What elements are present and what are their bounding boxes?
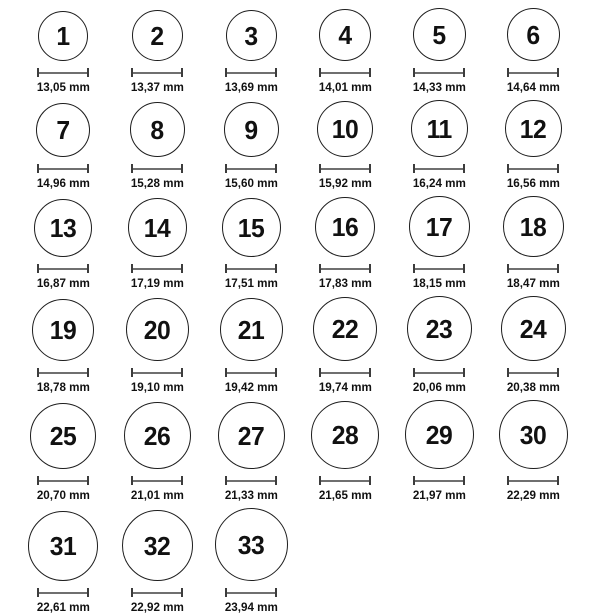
diameter-measure-line: [225, 264, 277, 273]
ring-circle: [224, 102, 279, 157]
ring-circle: [218, 402, 285, 469]
ring-circle: [128, 198, 187, 257]
ring-size-number: 10: [331, 114, 359, 144]
diameter-label: 21,97 mm: [412, 488, 466, 502]
ring-circle: [30, 403, 96, 469]
ring-size-number: 13: [49, 213, 77, 243]
diameter-measure-line: [131, 368, 183, 377]
ring-size-number: 2: [150, 20, 164, 51]
diameter-measure-line: [319, 368, 371, 377]
ring-circle: [32, 299, 94, 361]
diameter-label: 15,92 mm: [318, 176, 372, 190]
ring-circle: [132, 10, 183, 61]
diameter-measure-line: [37, 368, 89, 377]
ring-size-number: 15: [237, 212, 265, 243]
diameter-label: 20,70 mm: [36, 488, 90, 502]
ring-circle: [124, 402, 191, 469]
diameter-measure-line: [37, 164, 89, 173]
ring-size-number: 24: [519, 313, 547, 344]
diameter-label: 18,15 mm: [412, 276, 466, 290]
ring-circle: [122, 510, 193, 581]
ring-size-number: 27: [237, 420, 265, 451]
ring-size-number: 33: [237, 529, 265, 560]
ring-circle: [405, 400, 474, 469]
diameter-label: 19,42 mm: [224, 380, 278, 394]
ring-item: [16, 11, 110, 95]
ring-row: [16, 400, 600, 503]
diameter-label: 21,01 mm: [130, 488, 184, 502]
ring-size-number: 16: [331, 212, 359, 242]
ring-size-number: 25: [49, 421, 77, 451]
ring-circle: [507, 8, 560, 61]
ring-circle: [226, 10, 277, 61]
diameter-measure-line: [507, 68, 559, 77]
ring-circle: [130, 102, 185, 157]
ring-item: [392, 196, 486, 291]
ring-item: [298, 9, 392, 95]
diameter-label: 18,78 mm: [36, 380, 90, 394]
diameter-label: 14,33 mm: [412, 80, 466, 94]
diameter-label: 17,51 mm: [224, 276, 278, 290]
ring-circle: [311, 401, 379, 469]
ring-item: [16, 199, 110, 291]
ring-size-number: 22: [331, 314, 359, 344]
ring-item: [486, 400, 580, 503]
ring-size-number: 6: [526, 19, 540, 50]
diameter-measure-line: [319, 164, 371, 173]
ring-circle: [409, 196, 470, 257]
diameter-measure-line: [319, 68, 371, 77]
diameter-label: 23,94 mm: [224, 600, 278, 614]
ring-item: [16, 299, 110, 395]
diameter-measure-line: [413, 368, 465, 377]
diameter-measure-line: [507, 476, 559, 485]
ring-item: [392, 400, 486, 503]
diameter-label: 16,56 mm: [506, 176, 560, 190]
diameter-measure-line: [225, 476, 277, 485]
ring-size-number: 17: [425, 211, 453, 242]
ring-item: [298, 101, 392, 191]
diameter-label: 14,64 mm: [506, 80, 560, 94]
diameter-measure-line: [507, 264, 559, 273]
ring-size-number: 32: [143, 530, 171, 561]
ring-item: [16, 103, 110, 191]
ring-size-number: 9: [244, 114, 258, 145]
ring-row: [16, 296, 600, 395]
diameter-measure-line: [413, 68, 465, 77]
ring-item: [204, 402, 298, 503]
ring-item: [110, 198, 204, 291]
diameter-label: 13,69 mm: [224, 80, 278, 94]
diameter-measure-line: [225, 164, 277, 173]
ring-circle: [407, 296, 472, 361]
ring-item: [486, 8, 580, 95]
ring-size-number: 19: [49, 315, 77, 345]
ring-row: [16, 508, 600, 615]
ring-size-number: 3: [244, 20, 258, 51]
ring-size-number: 11: [426, 113, 452, 144]
ring-circle: [34, 199, 92, 257]
ring-circle: [28, 511, 98, 581]
diameter-label: 17,83 mm: [318, 276, 372, 290]
ring-size-number: 26: [143, 420, 171, 451]
diameter-measure-line: [225, 68, 277, 77]
diameter-label: 22,92 mm: [130, 600, 184, 614]
ring-item: [486, 296, 580, 395]
ring-size-number: 23: [425, 313, 453, 344]
ring-item: [110, 510, 204, 615]
diameter-label: 17,19 mm: [130, 276, 184, 290]
diameter-measure-line: [131, 164, 183, 173]
ring-size-number: 1: [56, 21, 70, 51]
diameter-label: 13,05 mm: [36, 80, 90, 94]
diameter-label: 14,01 mm: [318, 80, 372, 94]
ring-item: [110, 402, 204, 503]
ring-circle: [36, 103, 90, 157]
diameter-label: 16,87 mm: [36, 276, 90, 290]
ring-item: [16, 511, 110, 615]
ring-circle: [501, 296, 566, 361]
ring-circle: [220, 298, 283, 361]
diameter-measure-line: [37, 476, 89, 485]
ring-item: [110, 10, 204, 95]
diameter-measure-line: [225, 368, 277, 377]
ring-size-number: 18: [519, 211, 547, 242]
ring-item: [204, 102, 298, 191]
ring-circle: [503, 196, 564, 257]
diameter-label: 13,37 mm: [130, 80, 184, 94]
diameter-label: 19,10 mm: [130, 380, 184, 394]
diameter-label: 18,47 mm: [506, 276, 560, 290]
ring-circle: [222, 198, 281, 257]
ring-circle: [215, 508, 288, 581]
diameter-label: 20,38 mm: [506, 380, 560, 394]
diameter-label: 22,29 mm: [506, 488, 560, 502]
ring-item: [110, 102, 204, 191]
ring-row: [16, 196, 600, 291]
diameter-measure-line: [319, 476, 371, 485]
diameter-label: 20,06 mm: [412, 380, 466, 394]
ring-size-number: 7: [56, 115, 70, 145]
ring-item: [204, 198, 298, 291]
ring-item: [392, 8, 486, 95]
ring-item: [16, 403, 110, 503]
ring-size-number: 20: [143, 314, 171, 345]
diameter-label: 16,24 mm: [412, 176, 466, 190]
ring-circle: [505, 100, 562, 157]
ring-circle: [313, 297, 377, 361]
ring-circle: [38, 11, 88, 61]
ring-item: [204, 10, 298, 95]
diameter-label: 15,28 mm: [130, 176, 184, 190]
diameter-measure-line: [37, 264, 89, 273]
diameter-measure-line: [225, 588, 277, 597]
ring-size-number: 5: [432, 19, 446, 50]
ring-row: [16, 8, 600, 95]
diameter-measure-line: [37, 588, 89, 597]
ring-circle: [411, 100, 468, 157]
diameter-measure-line: [131, 264, 183, 273]
ring-item: [486, 100, 580, 191]
diameter-measure-line: [319, 264, 371, 273]
ring-item: [204, 298, 298, 395]
diameter-measure-line: [37, 68, 89, 77]
ring-row: [16, 100, 600, 191]
ring-circle: [317, 101, 373, 157]
diameter-label: 14,96 mm: [36, 176, 90, 190]
ring-size-number: 14: [143, 212, 171, 243]
ring-size-number: 4: [338, 20, 352, 50]
ring-size-number: 8: [150, 114, 164, 145]
ring-circle: [499, 400, 568, 469]
ring-size-number: 29: [425, 419, 453, 450]
ring-item: [298, 197, 392, 291]
ring-item: [392, 100, 486, 191]
ring-size-number: 31: [49, 531, 77, 561]
ring-item: [204, 508, 298, 615]
ring-size-number: 28: [331, 420, 359, 450]
ring-item: [486, 196, 580, 291]
ring-size-number: 12: [519, 113, 547, 144]
ring-item: [298, 297, 392, 395]
diameter-measure-line: [131, 68, 183, 77]
diameter-measure-line: [507, 368, 559, 377]
ring-circle: [126, 298, 189, 361]
diameter-measure-line: [131, 588, 183, 597]
diameter-measure-line: [413, 164, 465, 173]
diameter-label: 21,33 mm: [224, 488, 278, 502]
diameter-label: 21,65 mm: [318, 488, 372, 502]
ring-item: [392, 296, 486, 395]
ring-circle: [413, 8, 466, 61]
ring-circle: [319, 9, 371, 61]
ring-circle: [315, 197, 375, 257]
ring-item: [298, 401, 392, 503]
diameter-label: 19,74 mm: [318, 380, 372, 394]
ring-size-number: 30: [519, 419, 547, 450]
diameter-label: 22,61 mm: [36, 600, 90, 614]
ring-size-number: 21: [237, 314, 265, 345]
diameter-label: 15,60 mm: [224, 176, 278, 190]
diameter-measure-line: [413, 476, 465, 485]
diameter-measure-line: [507, 164, 559, 173]
diameter-measure-line: [413, 264, 465, 273]
diameter-measure-line: [131, 476, 183, 485]
ring-item: [110, 298, 204, 395]
